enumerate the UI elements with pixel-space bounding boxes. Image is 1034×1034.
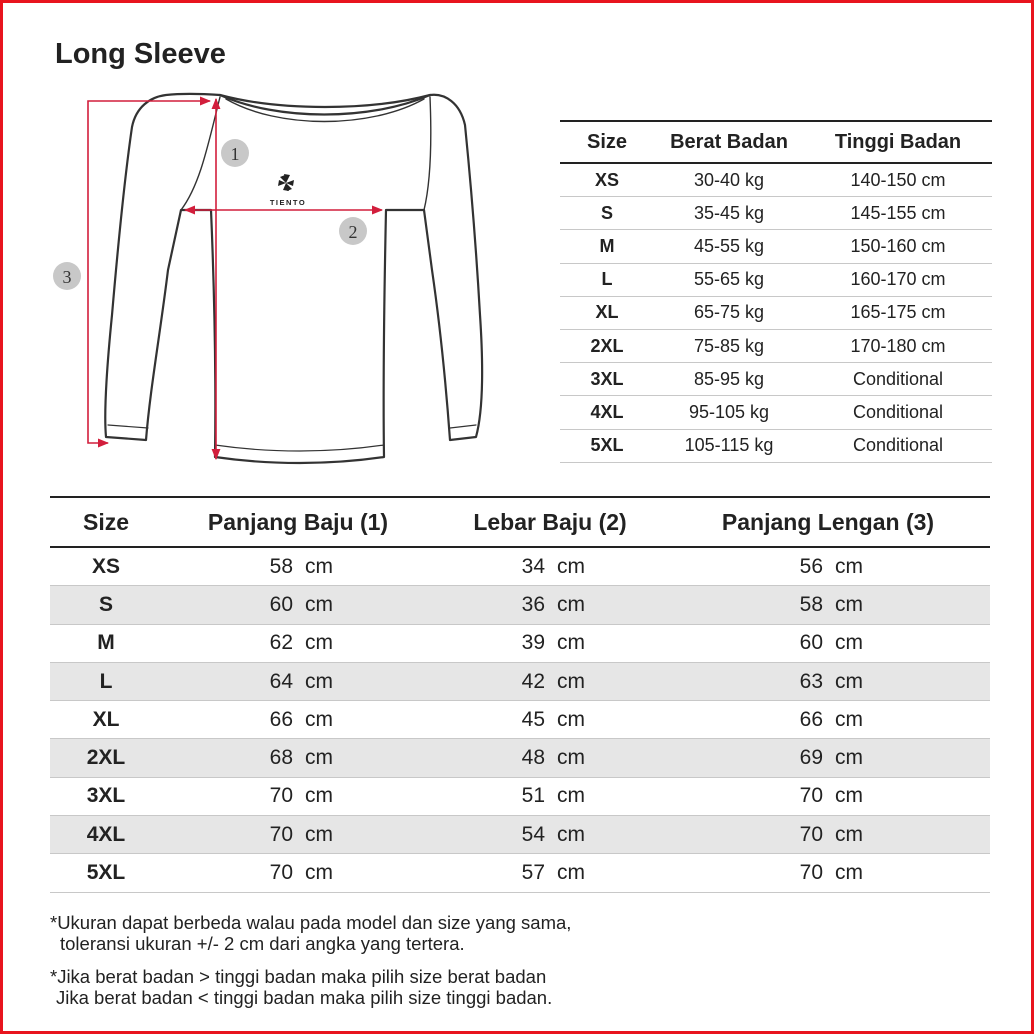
unit: cm bbox=[557, 861, 585, 885]
unit: cm bbox=[305, 554, 333, 578]
header-panjang-baju: Panjang Baju (1) bbox=[162, 497, 434, 547]
berat-badan-cell: 45-55 kg bbox=[654, 230, 804, 263]
size-cell: 3XL bbox=[560, 363, 654, 396]
measurement-table bbox=[50, 496, 990, 893]
body-table-row bbox=[560, 396, 992, 429]
unit: cm bbox=[835, 554, 863, 578]
lebar-baju-cell bbox=[434, 739, 666, 777]
size-cell: 2XL bbox=[50, 739, 162, 777]
lebar-baju-cell bbox=[434, 854, 666, 892]
panjang-lengan-cell bbox=[666, 662, 990, 700]
panjang-baju-cell bbox=[162, 816, 434, 854]
unit: cm bbox=[305, 669, 333, 693]
berat-badan-cell: 85-95 kg bbox=[654, 363, 804, 396]
lebar-baju-cell bbox=[434, 547, 666, 586]
berat-badan-cell: 55-65 kg bbox=[654, 263, 804, 296]
lebar-baju-cell bbox=[434, 624, 666, 662]
berat-badan-cell: 30-40 kg bbox=[654, 163, 804, 197]
value: 51 bbox=[521, 784, 545, 808]
unit: cm bbox=[305, 592, 333, 616]
unit: cm bbox=[835, 707, 863, 731]
panjang-baju-cell bbox=[162, 854, 434, 892]
berat-badan-cell: 35-45 kg bbox=[654, 197, 804, 230]
body-table-row bbox=[560, 263, 992, 296]
unit: cm bbox=[835, 861, 863, 885]
unit: cm bbox=[835, 746, 863, 770]
brand-text: TIENTO bbox=[269, 198, 307, 207]
tinggi-badan-cell: 160-170 cm bbox=[804, 263, 992, 296]
body-table-header bbox=[560, 121, 992, 163]
header-berat-badan: Berat Badan bbox=[654, 121, 804, 163]
body-table-row bbox=[560, 197, 992, 230]
body-table-row bbox=[560, 363, 992, 396]
value: 62 bbox=[269, 631, 293, 655]
unit: cm bbox=[835, 669, 863, 693]
value: 70 bbox=[269, 861, 293, 885]
panjang-baju-cell bbox=[162, 662, 434, 700]
panjang-baju-cell bbox=[162, 624, 434, 662]
measure-table-row bbox=[50, 662, 990, 700]
unit: cm bbox=[305, 861, 333, 885]
body-table-row bbox=[560, 296, 992, 329]
value: 48 bbox=[521, 746, 545, 770]
value: 60 bbox=[799, 631, 823, 655]
size-cell: 5XL bbox=[560, 429, 654, 462]
body-table-row bbox=[560, 163, 992, 197]
header-size: Size bbox=[560, 121, 654, 163]
shirt-outline bbox=[105, 94, 482, 463]
unit: cm bbox=[557, 592, 585, 616]
tinggi-badan-cell: 150-160 cm bbox=[804, 230, 992, 263]
unit: cm bbox=[557, 707, 585, 731]
header-size: Size bbox=[50, 497, 162, 547]
panjang-baju-cell bbox=[162, 777, 434, 815]
measure-table-row bbox=[50, 701, 990, 739]
panjang-baju-cell bbox=[162, 586, 434, 624]
value: 34 bbox=[521, 554, 545, 578]
unit: cm bbox=[305, 746, 333, 770]
tinggi-badan-cell: Conditional bbox=[804, 429, 992, 462]
unit: cm bbox=[557, 669, 585, 693]
size-cell: XL bbox=[50, 701, 162, 739]
unit: cm bbox=[557, 746, 585, 770]
value: 70 bbox=[799, 861, 823, 885]
notes bbox=[50, 912, 571, 1020]
size-cell: 4XL bbox=[50, 816, 162, 854]
value: 58 bbox=[799, 592, 823, 616]
marker-1 bbox=[221, 139, 249, 167]
svg-text:2: 2 bbox=[348, 222, 358, 242]
size-cell: 2XL bbox=[560, 329, 654, 362]
panjang-lengan-cell bbox=[666, 624, 990, 662]
berat-badan-cell: 65-75 kg bbox=[654, 296, 804, 329]
unit: cm bbox=[835, 784, 863, 808]
berat-badan-cell: 105-115 kg bbox=[654, 429, 804, 462]
panjang-lengan-cell bbox=[666, 701, 990, 739]
marker-3 bbox=[53, 262, 81, 290]
body-table-row bbox=[560, 429, 992, 462]
unit: cm bbox=[305, 707, 333, 731]
value: 57 bbox=[521, 861, 545, 885]
unit: cm bbox=[835, 822, 863, 846]
value: 68 bbox=[269, 746, 293, 770]
tinggi-badan-cell: 170-180 cm bbox=[804, 329, 992, 362]
panjang-baju-cell bbox=[162, 547, 434, 586]
size-cell: 3XL bbox=[50, 777, 162, 815]
size-cell: XS bbox=[560, 163, 654, 197]
note-size-choice: *Jika berat badan > tinggi badan maka pilih size berat badan Jika berat badan < tinggi badan maka pilih size tinggi badan. bbox=[50, 966, 553, 1008]
measure-table-row bbox=[50, 547, 990, 586]
value: 70 bbox=[799, 784, 823, 808]
measure-table-row bbox=[50, 777, 990, 815]
lebar-baju-cell bbox=[434, 777, 666, 815]
shirt-illustration bbox=[40, 85, 510, 475]
body-size-table bbox=[560, 120, 992, 463]
panjang-lengan-cell bbox=[666, 547, 990, 586]
unit: cm bbox=[557, 554, 585, 578]
size-cell: S bbox=[560, 197, 654, 230]
panjang-baju-cell bbox=[162, 739, 434, 777]
value: 60 bbox=[269, 592, 293, 616]
berat-badan-cell: 75-85 kg bbox=[654, 329, 804, 362]
value: 66 bbox=[269, 707, 293, 731]
measure-table-row bbox=[50, 854, 990, 892]
value: 64 bbox=[269, 669, 293, 693]
unit: cm bbox=[557, 784, 585, 808]
panjang-lengan-cell bbox=[666, 854, 990, 892]
marker-2 bbox=[339, 217, 367, 245]
value: 56 bbox=[799, 554, 823, 578]
tinggi-badan-cell: 145-155 cm bbox=[804, 197, 992, 230]
berat-badan-cell: 95-105 kg bbox=[654, 396, 804, 429]
svg-text:3: 3 bbox=[62, 267, 72, 287]
value: 66 bbox=[799, 707, 823, 731]
measure-table-header bbox=[50, 497, 990, 547]
body-table-row bbox=[560, 329, 992, 362]
size-cell: XL bbox=[560, 296, 654, 329]
value: 36 bbox=[521, 592, 545, 616]
tinggi-badan-cell: 140-150 cm bbox=[804, 163, 992, 197]
lebar-baju-cell bbox=[434, 586, 666, 624]
value: 54 bbox=[521, 822, 545, 846]
size-cell: L bbox=[560, 263, 654, 296]
size-cell: S bbox=[50, 586, 162, 624]
value: 69 bbox=[799, 746, 823, 770]
page-title: Long Sleeve bbox=[55, 38, 226, 70]
value: 70 bbox=[269, 784, 293, 808]
tinggi-badan-cell: 165-175 cm bbox=[804, 296, 992, 329]
header-lebar-baju: Lebar Baju (2) bbox=[434, 497, 666, 547]
header-panjang-lengan: Panjang Lengan (3) bbox=[666, 497, 990, 547]
tinggi-badan-cell: Conditional bbox=[804, 363, 992, 396]
panjang-lengan-cell bbox=[666, 816, 990, 854]
size-cell: L bbox=[50, 662, 162, 700]
tinggi-badan-cell: Conditional bbox=[804, 396, 992, 429]
size-cell: M bbox=[560, 230, 654, 263]
value: 70 bbox=[799, 822, 823, 846]
panjang-baju-cell bbox=[162, 701, 434, 739]
brand-logo bbox=[270, 174, 306, 207]
value: 63 bbox=[799, 669, 823, 693]
unit: cm bbox=[835, 631, 863, 655]
value: 42 bbox=[521, 669, 545, 693]
size-cell: M bbox=[50, 624, 162, 662]
header-tinggi-badan: Tinggi Badan bbox=[804, 121, 992, 163]
value: 58 bbox=[269, 554, 293, 578]
unit: cm bbox=[557, 822, 585, 846]
unit: cm bbox=[305, 822, 333, 846]
value: 45 bbox=[521, 707, 545, 731]
lebar-baju-cell bbox=[434, 816, 666, 854]
note-tolerance: *Ukuran dapat berbeda walau pada model dan size yang sama, toleransi ukuran +/- 2 cm dari angka yang tertera. bbox=[50, 912, 572, 954]
unit: cm bbox=[305, 784, 333, 808]
panjang-lengan-cell bbox=[666, 586, 990, 624]
size-cell: 4XL bbox=[560, 396, 654, 429]
measure-table-row bbox=[50, 739, 990, 777]
measure-table-row bbox=[50, 586, 990, 624]
pinwheel-icon bbox=[278, 174, 294, 191]
unit: cm bbox=[835, 592, 863, 616]
unit: cm bbox=[557, 631, 585, 655]
measure-table-row bbox=[50, 816, 990, 854]
lebar-baju-cell bbox=[434, 662, 666, 700]
panjang-lengan-cell bbox=[666, 777, 990, 815]
panjang-lengan-cell bbox=[666, 739, 990, 777]
body-table-row bbox=[560, 230, 992, 263]
size-cell: 5XL bbox=[50, 854, 162, 892]
svg-text:1: 1 bbox=[230, 144, 240, 164]
unit: cm bbox=[305, 631, 333, 655]
value: 39 bbox=[521, 631, 545, 655]
value: 70 bbox=[269, 822, 293, 846]
lebar-baju-cell bbox=[434, 701, 666, 739]
measure-table-row bbox=[50, 624, 990, 662]
size-cell: XS bbox=[50, 547, 162, 586]
